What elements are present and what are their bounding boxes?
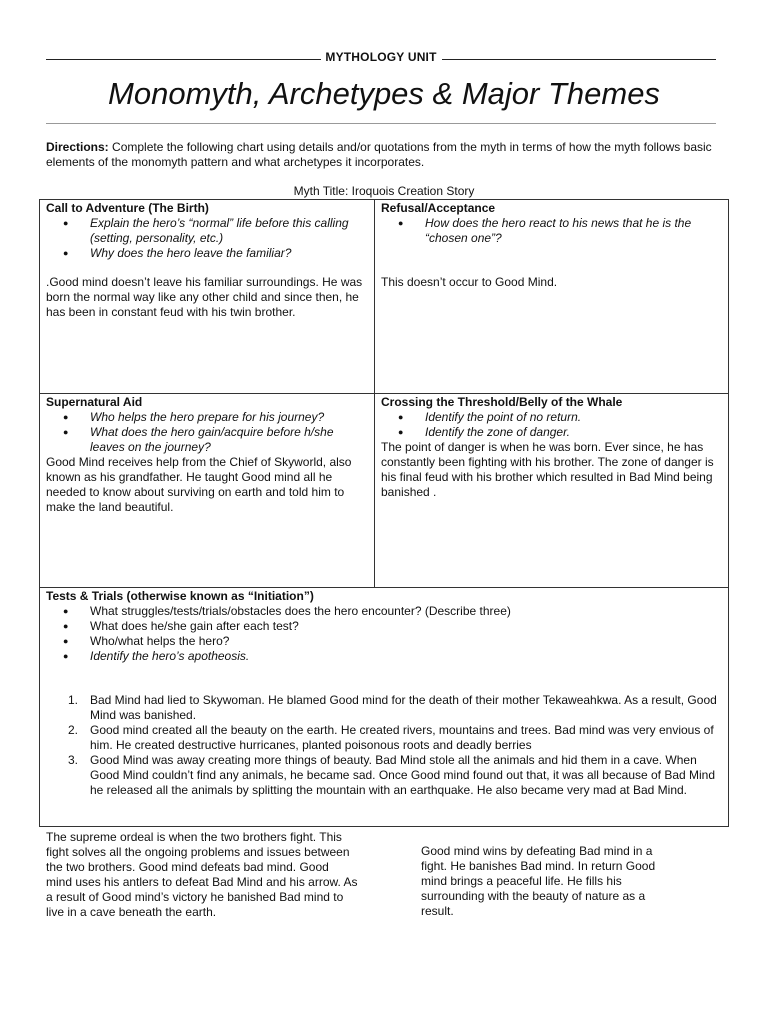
- trial-text: Good mind created all the beauty on the earth. He created rivers, mountains and trees. Bad mind was very envious of him. He created destructive hurricanes, planted poisonous roots and deadly berries: [90, 723, 714, 752]
- trial-number: 2.: [68, 723, 79, 737]
- directions-text: Complete the following chart using details and/or quotations from the myth in terms of how the myth follows basic elements of the monomyth pattern and what archetypes it incorporates.: [46, 140, 712, 169]
- supreme-ordeal-text: The supreme ordeal is when the two brothers fight. This fight solves all the ongoing problems and issues between the two brothers. Good mind defeats bad mind. Good mind uses his antlers to defeat Bad Mind and his arrow. As a result of Good mind’s victory he banished Bad mind to live in a cave beneath the earth.: [46, 830, 358, 919]
- refusal-answer: This doesn’t occur to Good Mind.: [381, 275, 558, 289]
- directions: [46, 140, 726, 170]
- cell-tests-trials: [40, 588, 728, 826]
- threshold-questions: [381, 410, 722, 440]
- aid-question: ● Who helps the hero prepare for his journey?: [46, 410, 368, 425]
- call-questions: [46, 216, 368, 261]
- call-answer: .Good mind doesn’t leave his familiar surroundings. He was born the normal way like any other child and since then, he has been in constant feud with his twin brother.: [46, 275, 363, 319]
- trial-number: 3.: [68, 753, 79, 767]
- title-divider: [46, 123, 716, 124]
- trial-item: [46, 753, 722, 798]
- trial-number: 1.: [68, 693, 79, 707]
- cell-refusal-acceptance: [375, 200, 728, 393]
- trial-item: [46, 693, 722, 723]
- trial-item: [46, 723, 722, 753]
- trial-text: Bad Mind had lied to Skywoman. He blamed Good mind for the death of their mother Tekaweahkwa. As a result, Good Mind was banished.: [90, 693, 717, 722]
- trials-heading: Tests & Trials (otherwise known as “Initiation”): [46, 589, 314, 603]
- aid-question: ● What does the hero gain/acquire before h/she leaves on the journey?: [46, 425, 368, 455]
- cell-call-to-adventure: [40, 200, 374, 393]
- trials-question: ● What struggles/tests/trials/obstacles does the hero encounter? (Describe three): [46, 604, 722, 619]
- trials-answers: [46, 693, 722, 798]
- call-question: ● Explain the hero’s “normal” life before this calling (setting, personality, etc.): [46, 216, 368, 246]
- aid-heading: Supernatural Aid: [46, 395, 143, 409]
- refusal-heading: Refusal/Acceptance: [381, 201, 496, 215]
- refusal-questions: [381, 216, 722, 246]
- directions-lead: Directions:: [46, 140, 109, 154]
- trials-question: ● Who/what helps the hero?: [46, 634, 722, 649]
- trials-question: ● What does he/she gain after each test?: [46, 619, 722, 634]
- page-title: Monomyth, Archetypes & Major Themes: [108, 76, 660, 111]
- refusal-question: ● How does the hero react to his news that he is the “chosen one”?: [381, 216, 722, 246]
- call-question: ● Why does the hero leave the familiar?: [46, 246, 368, 261]
- aid-answer: Good Mind receives help from the Chief of Skyworld, also known as his grandfather. He taught Good mind all he needed to know about surviving on earth and told him to make the land beautiful.: [46, 455, 352, 514]
- threshold-answer: The point of danger is when he was born. Ever since, he has constantly been fighting with his brother. The zone of danger is his final feud with his brother which resulted in Bad Mind being banished .: [381, 440, 714, 499]
- aid-questions: [46, 410, 368, 455]
- trial-text: Good Mind was away creating more things of beauty. Bad Mind stole all the animals and hid them in a cave. When Good Mind couldn’t find any animals, he became sad. Once Good mind found out that, it was all because of Bad Mind he released all the animals by splitting the mountain with an earthquake. He also became very mad at Bad Mind.: [90, 753, 716, 797]
- trials-question: ● Identify the hero’s apotheosis.: [46, 649, 722, 664]
- threshold-question: ● Identify the point of no return.: [381, 410, 722, 425]
- cell-supernatural-aid: [40, 394, 374, 587]
- threshold-question: ● Identify the zone of danger.: [381, 425, 722, 440]
- monomyth-chart: [39, 199, 729, 827]
- cell-crossing-threshold: [375, 394, 728, 587]
- trials-questions: [46, 604, 722, 664]
- threshold-heading: Crossing the Threshold/Belly of the Whale: [381, 395, 623, 409]
- call-heading: Call to Adventure (The Birth): [46, 201, 209, 215]
- reward-text: Good mind wins by defeating Bad mind in a fight. He banishes Bad mind. In return Good mind brings a peaceful life. He fills his surrounding with the beauty of nature as a result.: [421, 844, 656, 918]
- unit-label: MYTHOLOGY UNIT: [321, 50, 440, 64]
- unit-header: [46, 50, 716, 66]
- myth-title: Myth Title: Iroquois Creation Story: [293, 184, 475, 198]
